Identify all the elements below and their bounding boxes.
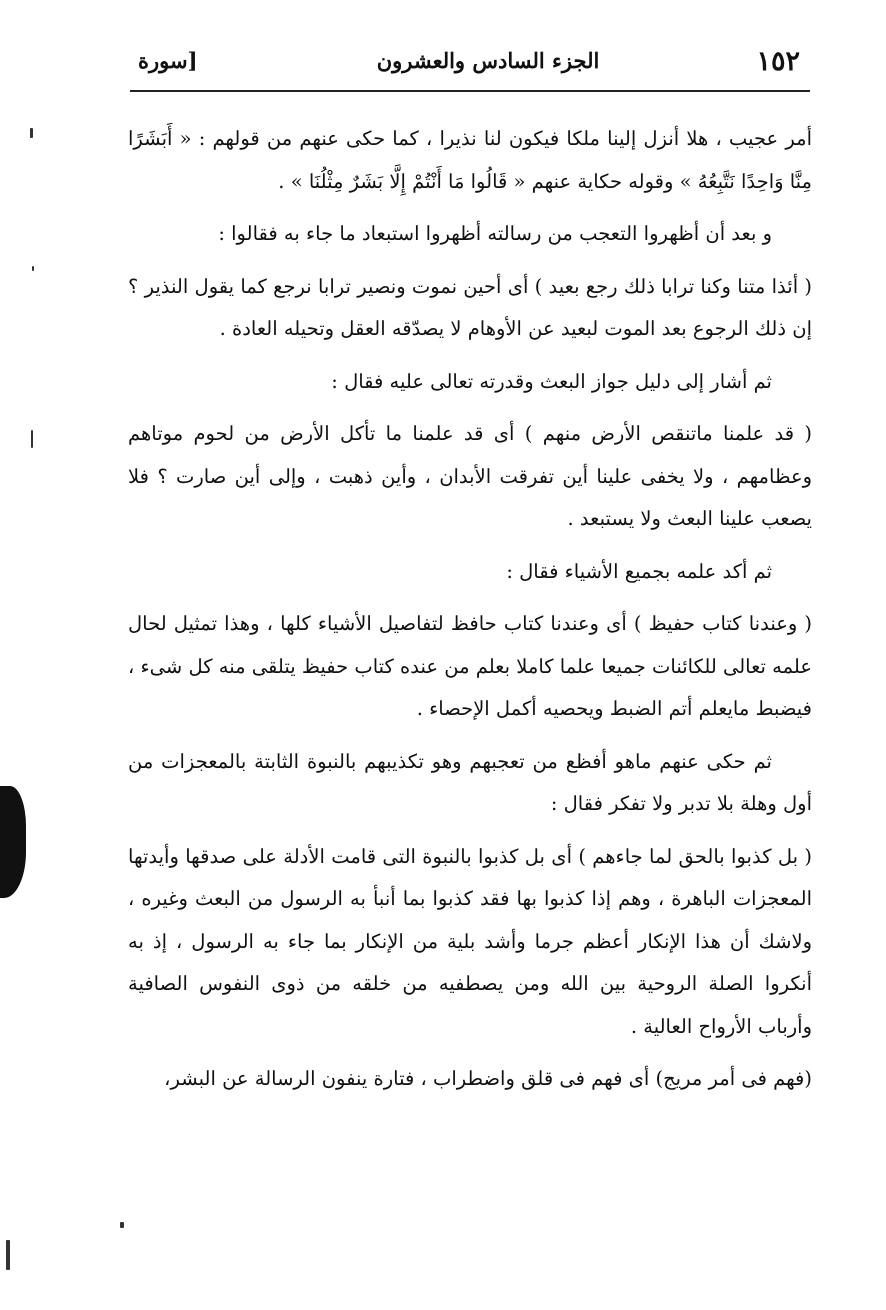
paragraph: ( بل كذبوا بالحق لما جاءهم ) أى بل كذبوا بالنبوة التى قامت الأدلة على صدقها وأيدتها المعجزات الباهرة ، وهم إذا كذبوا بها فقد كذبوا بما أنبأ به الرسول من البعث وغيره ، ولاشك أن هذا الإنكار أعظم جرما وأشد بلية من الإنكار بما جاء به الرسول ، إذ به أنكروا الصلة الروحية بين الله ومن يصطفيه من خلقه من ذوى النفوس الصافية وأرباب الأرواح العالية . [128, 844, 812, 1038]
surah-label: [سورة [138, 48, 198, 73]
ink-blot-mark [0, 786, 26, 898]
paragraph: ثم أشار إلى دليل جواز البعث وقدرته تعالى عليه فقال : [331, 369, 772, 393]
paragraph: أمر عجيب ، هلا أنزل إلينا ملكا فيكون لنا نذيرا ، كما حكى عنهم من قولهم : « أَبَشَرًا مِنَّا وَاحِدًا نَتَّبِعُهُ » وقوله حكاية عنهم « قَالُوا مَا أَنْتُمْ إِلَّا بَشَرٌ مِثْلُنَا » . [128, 127, 812, 193]
paragraph: ( أئذا متنا وكنا ترابا ذلك رجع بعيد ) أى أحين نموت ونصير ترابا نرجع كما يقول النذير ؟ إن ذلك الرجوع بعد الموت لبعيد عن الأوهام لا يصدّقه العقل وتحيله العادة . [128, 274, 812, 340]
body-text [128, 118, 812, 1111]
running-title: الجزء السادس والعشرون [376, 48, 600, 73]
scan-speck [120, 1222, 124, 1228]
paragraph: ( قد علمنا ماتنقص الأرض منهم ) أى قد علمنا ما تأكل الأرض من لحوم موتاهم وعظامهم ، ولا يخفى علينا أين تفرقت الأبدان ، وأين ذهبت ، وإلى أين صارت ؟ فلا يصعب علينا البعث ولا يستبعد . [128, 422, 812, 530]
page-number: ١٥٢ [756, 46, 800, 77]
header-divider [130, 90, 810, 92]
paragraph: ثم حكى عنهم ماهو أفظع من تعجبهم وهو تكذيبهم بالنبوة الثابتة بالمعجزات من أول وهلة بلا تدبر ولا تفكر فقال : [128, 749, 812, 815]
paragraph: و بعد أن أظهروا التعجب من رسالته أظهروا استبعاد ما جاء به فقالوا : [218, 222, 772, 245]
scan-speck [32, 266, 34, 271]
scan-speck [6, 1240, 10, 1270]
paragraph: ( وعندنا كتاب حفيظ ) أى وعندنا كتاب حافظ لتفاصيل الأشياء كلها ، وهذا تمثيل لحال علمه تعالى للكائنات جميعا علما كاملا بعلم من عنده كتاب حفيظ يتلقى منه كل شىء ، فيضبط مايعلم أتم الضبط ويحصيه أكمل الإحصاء . [128, 612, 812, 720]
paragraph: (فهم فى أمر مريج) أى فهم فى قلق واضطراب ، فتارة ينفون الرسالة عن البشر، [164, 1067, 812, 1090]
page-header [128, 38, 808, 94]
paragraph: ثم أكد علمه بجميع الأشياء فقال : [506, 559, 772, 583]
scan-speck [31, 430, 33, 448]
scan-speck [30, 128, 33, 138]
